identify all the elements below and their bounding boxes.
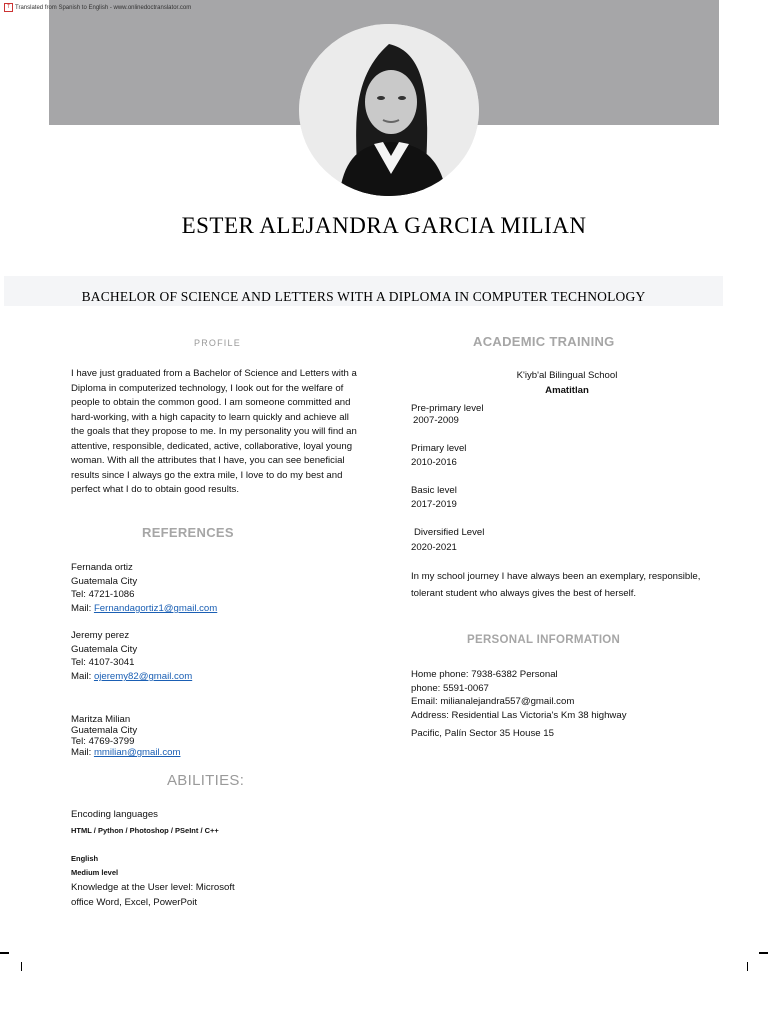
translation-notice[interactable]: T Translated from Spanish to English - www.onlinedoctranslator.com [4, 3, 191, 12]
level-years: 2007-2009 [413, 415, 459, 426]
abilities-heading: ABILITIES: [167, 772, 245, 789]
crop-mark [0, 952, 9, 954]
translate-icon: T [4, 3, 13, 12]
school-name: K'iyb'al Bilingual School [516, 370, 618, 381]
references-heading: REFERENCES [142, 525, 234, 540]
academic-heading: ACADEMIC TRAINING [473, 334, 615, 349]
personal-heading: PERSONAL INFORMATION [467, 634, 621, 646]
level-label: Pre-primary level [411, 403, 484, 414]
personal-email: Email: milianalejandra557@gmail.com [411, 696, 575, 707]
candidate-name: ESTER ALEJANDRA GARCIA MILIAN [181, 213, 587, 238]
home-phone: Home phone: 7938-6382 Personal [411, 669, 558, 680]
address-line2: Pacific, Palín Sector 35 House 15 [411, 728, 554, 739]
language-level: Medium level [71, 868, 119, 877]
reference-3: Maritza Milian Guatemala City Tel: 4769-3799 Mail: mmilian@gmail.com [71, 714, 181, 758]
reference-email-link[interactable]: Fernandagortiz1@gmail.com [93, 603, 218, 615]
language: English [71, 854, 99, 863]
profile-photo [299, 24, 479, 196]
level-years: 2017-2019 [411, 499, 457, 510]
encoding-title: Encoding languages [71, 809, 158, 820]
reference-email-link[interactable]: mmilian@gmail.com [93, 747, 181, 758]
crop-mark [759, 952, 768, 954]
software-knowledge: Knowledge at the User level: Microsoft office Word, Excel, PowerPoit [71, 882, 235, 908]
reference-2: Jeremy perez Guatemala City Tel: 4107-3041 Mail: ojeremy82@gmail.com [71, 630, 193, 683]
level-label: Basic level [411, 485, 457, 496]
level-years: 2010-2016 [411, 457, 457, 468]
level-label: Diversified Level [414, 527, 485, 538]
personal-phone: phone: 5591-0067 [411, 683, 489, 694]
encoding-list: HTML / Python / Photoshop / PSeInt / C++ [71, 826, 219, 835]
degree-title: BACHELOR OF SCIENCE AND LETTERS WITH A DIPLOMA IN COMPUTER TECHNOLOGY [81, 289, 646, 304]
address: Address: Residential Las Victoria's Km 38 highway [411, 710, 627, 721]
profile-text: I have just graduated from a Bachelor of Science and Letters with a Diploma in computerized technology, I look out for the welfare of people to obtain the common good. I am someone committed and hard-working, with a high capacity to learn quickly and achieve all the goals that they propose to me. In my personality you will find an attentive, responsible, dedicated, active, collaborative, loyal young woman. With all the attributes that I have, you can see beneficial results since I always go the extra mile, I love to do my best and perfect what I do to obtain good results. [71, 368, 357, 495]
academic-statement: In my school journey I have always been an exemplary, responsible, tolerant student who always gives the best of herself. [411, 571, 701, 599]
crop-mark [21, 962, 22, 971]
reference-1: Fernanda ortiz Guatemala City Tel: 4721-1086 Mail: Fernandagortiz1@gmail.com [71, 562, 218, 615]
school-location: Amatitlan [545, 385, 589, 396]
level-label: Primary level [411, 443, 467, 454]
crop-mark [747, 962, 748, 971]
level-years: 2020-2021 [411, 542, 457, 553]
reference-email-link[interactable]: ojeremy82@gmail.com [93, 671, 193, 683]
profile-heading: PROFILE [194, 338, 241, 348]
